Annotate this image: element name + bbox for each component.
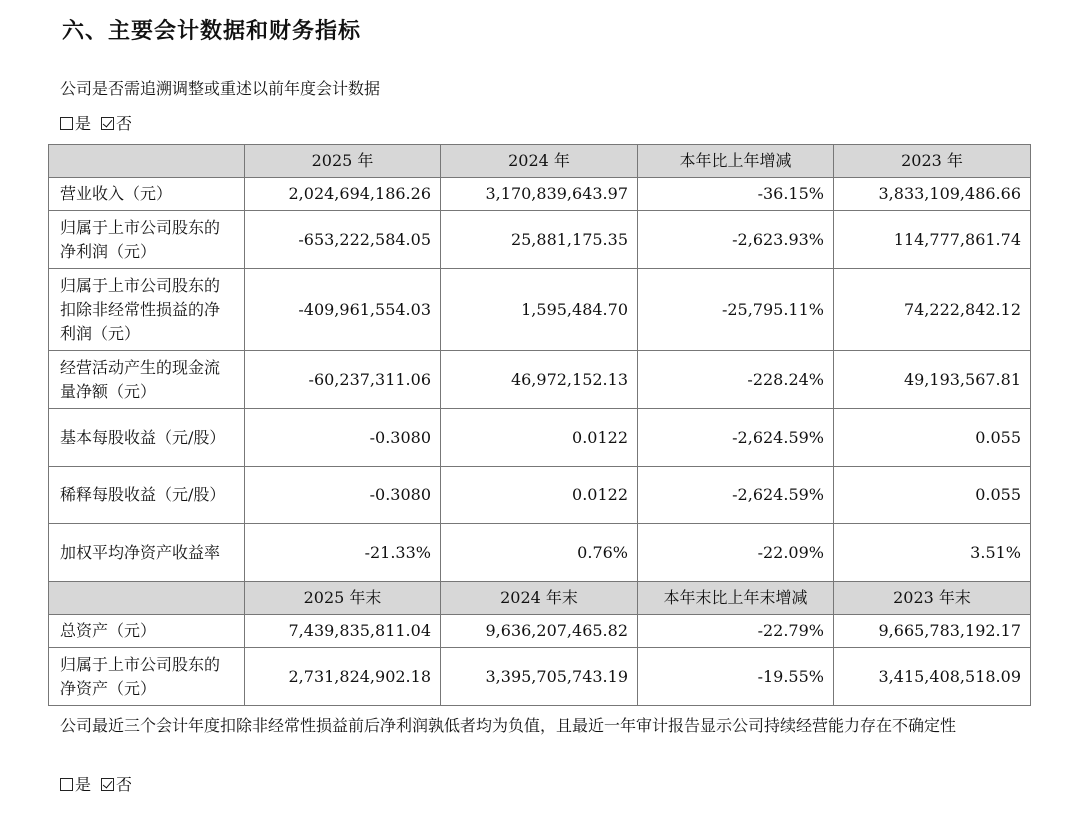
value-cell: 3,833,109,486.66 — [834, 178, 1031, 211]
table-header-row — [49, 582, 1031, 615]
table-header-row — [49, 145, 1031, 178]
restate-question: 公司是否需追溯调整或重述以前年度会计数据 — [60, 79, 381, 98]
value-cell: 2,731,824,902.18 — [245, 648, 441, 706]
restate-options — [60, 112, 132, 136]
value-cell: -36.15% — [638, 178, 834, 211]
header-cell: 本年末比上年末增减 — [638, 582, 834, 615]
row-label-cell: 加权平均净资产收益率 — [49, 524, 245, 582]
value-cell: -19.55% — [638, 648, 834, 706]
value-cell: -0.3080 — [245, 409, 441, 467]
checkbox-no-checked — [101, 117, 114, 130]
table-row — [49, 648, 1031, 706]
row-label-cell: 总资产（元） — [49, 615, 245, 648]
going-concern-question: 公司最近三个会计年度扣除非经常性损益前后净利润孰低者均为负值，且最近一年审计报告显示公司持续经营能力存在不确定性 — [60, 716, 957, 735]
checkbox-yes-empty — [60, 778, 73, 791]
table-row — [49, 351, 1031, 409]
table-row — [49, 615, 1031, 648]
value-cell: 3,415,408,518.09 — [834, 648, 1031, 706]
value-cell: -22.09% — [638, 524, 834, 582]
header-cell: 2023 年 — [834, 145, 1031, 178]
row-label-cell: 营业收入（元） — [49, 178, 245, 211]
table-row — [49, 467, 1031, 524]
value-cell: -2,624.59% — [638, 467, 834, 524]
value-cell: -21.33% — [245, 524, 441, 582]
value-cell: -228.24% — [638, 351, 834, 409]
option-no-label: 否 — [116, 775, 133, 794]
table-row — [49, 211, 1031, 269]
value-cell: 0.055 — [834, 409, 1031, 467]
option-yes-label: 是 — [75, 114, 92, 133]
value-cell: 3,170,839,643.97 — [441, 178, 638, 211]
value-cell: -2,624.59% — [638, 409, 834, 467]
value-cell: 1,595,484.70 — [441, 269, 638, 351]
value-cell: 25,881,175.35 — [441, 211, 638, 269]
value-cell: 9,636,207,465.82 — [441, 615, 638, 648]
row-label-cell: 归属于上市公司股东的净资产（元） — [49, 648, 245, 706]
header-cell: 2025 年 — [245, 145, 441, 178]
value-cell: 46,972,152.13 — [441, 351, 638, 409]
value-cell: 0.0122 — [441, 409, 638, 467]
value-cell: 3.51% — [834, 524, 1031, 582]
header-cell — [49, 145, 245, 178]
checkbox-no-checked — [101, 778, 114, 791]
value-cell: 49,193,567.81 — [834, 351, 1031, 409]
row-label-cell: 归属于上市公司股东的扣除非经常性损益的净利润（元） — [49, 269, 245, 351]
value-cell: -60,237,311.06 — [245, 351, 441, 409]
going-concern-options — [60, 773, 132, 797]
value-cell: -653,222,584.05 — [245, 211, 441, 269]
value-cell: 2,024,694,186.26 — [245, 178, 441, 211]
value-cell: 74,222,842.12 — [834, 269, 1031, 351]
table-row — [49, 269, 1031, 351]
row-label-cell: 归属于上市公司股东的净利润（元） — [49, 211, 245, 269]
financial-data-table — [48, 144, 1031, 706]
header-cell — [49, 582, 245, 615]
value-cell: -0.3080 — [245, 467, 441, 524]
value-cell: 3,395,705,743.19 — [441, 648, 638, 706]
table-row — [49, 524, 1031, 582]
value-cell: 0.76% — [441, 524, 638, 582]
value-cell: 114,777,861.74 — [834, 211, 1031, 269]
table-row — [49, 409, 1031, 467]
section-heading: 六、主要会计数据和财务指标 — [62, 19, 362, 44]
value-cell: -25,795.11% — [638, 269, 834, 351]
value-cell: -2,623.93% — [638, 211, 834, 269]
row-label-cell: 经营活动产生的现金流量净额（元） — [49, 351, 245, 409]
option-no-label: 否 — [116, 114, 133, 133]
row-label-cell: 基本每股收益（元/股） — [49, 409, 245, 467]
row-label-cell: 稀释每股收益（元/股） — [49, 467, 245, 524]
header-cell: 2024 年 — [441, 145, 638, 178]
value-cell: 0.055 — [834, 467, 1031, 524]
checkbox-yes-empty — [60, 117, 73, 130]
value-cell: -22.79% — [638, 615, 834, 648]
option-yes-label: 是 — [75, 775, 92, 794]
header-cell: 2023 年末 — [834, 582, 1031, 615]
value-cell: 0.0122 — [441, 467, 638, 524]
value-cell: -409,961,554.03 — [245, 269, 441, 351]
header-cell: 本年比上年增减 — [638, 145, 834, 178]
table-row — [49, 178, 1031, 211]
value-cell: 7,439,835,811.04 — [245, 615, 441, 648]
header-cell: 2025 年末 — [245, 582, 441, 615]
header-cell: 2024 年末 — [441, 582, 638, 615]
value-cell: 9,665,783,192.17 — [834, 615, 1031, 648]
